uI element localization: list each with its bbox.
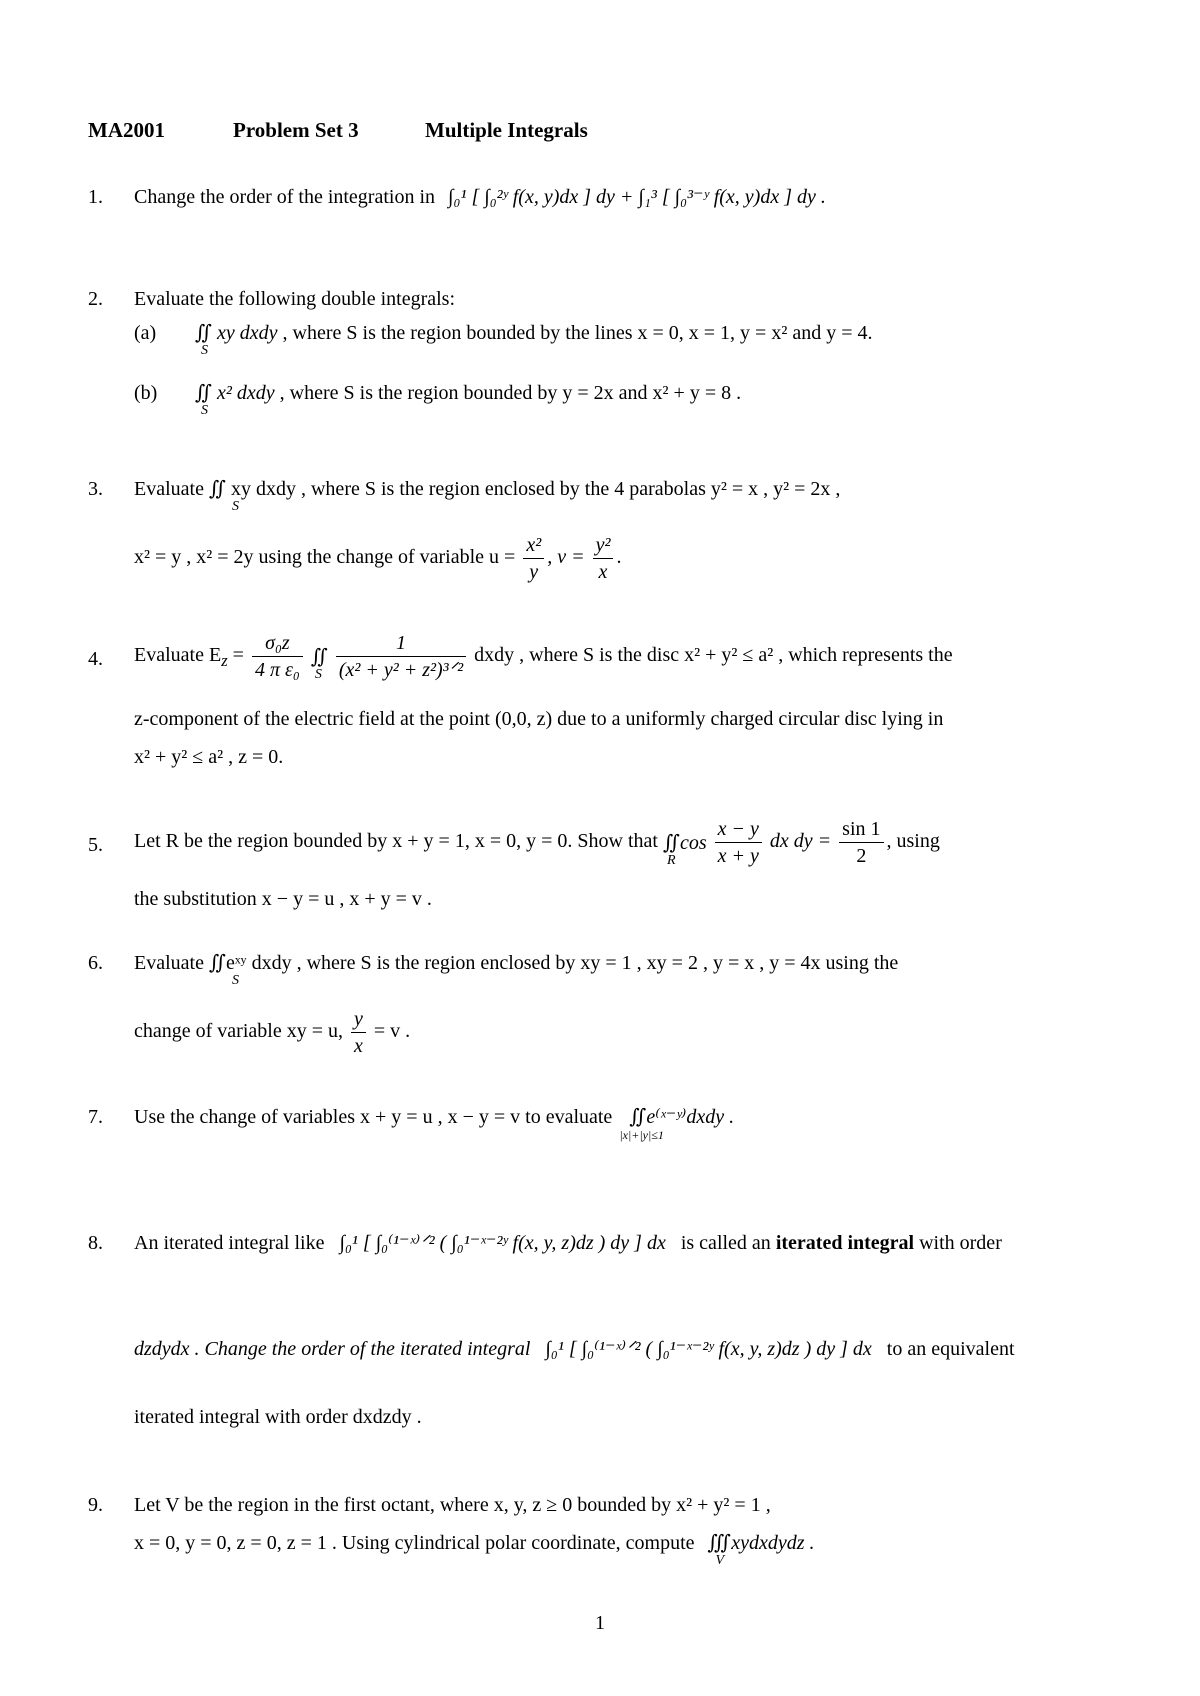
problem-text: to an equivalent bbox=[886, 1338, 1015, 1360]
problem-1 bbox=[88, 176, 1128, 246]
fraction-result bbox=[839, 816, 883, 869]
fraction-argument bbox=[715, 816, 762, 869]
denominator: x + y bbox=[717, 845, 759, 867]
problem-number: 9. bbox=[88, 1494, 103, 1516]
denominator: x bbox=[353, 1035, 363, 1057]
problem-line-1 bbox=[134, 1230, 1002, 1256]
problem-expression: ∫₀¹ [ ∫₀²ʸ f(x, y)dx ] dy + ∫₁³ [ ∫₀³⁻ʸ f(x, y)dx ] dy . bbox=[448, 186, 826, 208]
problem-line-2 bbox=[134, 1336, 1015, 1362]
problem-number: 5. bbox=[88, 834, 103, 856]
problem-number: 7. bbox=[88, 1106, 103, 1128]
problem-2 bbox=[88, 286, 1128, 436]
problem-text: x = 0, y = 0, z = 0, z = 1 . Using cylindrical polar coordinate, compute bbox=[134, 1532, 695, 1554]
problem-text: with order bbox=[919, 1232, 1002, 1254]
problem-line-2: the substitution x − y = u , x + y = v . bbox=[134, 888, 432, 910]
end-text: . bbox=[616, 546, 622, 569]
equals-text: dx dy = bbox=[769, 830, 832, 853]
denominator: 4 π ε₀ bbox=[254, 659, 300, 681]
numerator: x² bbox=[523, 532, 544, 559]
iterated-integral-expression: ∫₀¹ [ ∫₀⁽¹⁻ˣ⁾ᐟ² ( ∫₀¹⁻ˣ⁻²ʸ f(x, y, z)dz ) dy ] dx bbox=[339, 1232, 666, 1254]
problem-line-1 bbox=[134, 630, 953, 683]
denominator: (x² + y² + z²)³ᐟ² bbox=[338, 659, 464, 681]
part-text: , where S is the region bounded by the lines x = 0, x = 1, y = x² and y = 4. bbox=[282, 322, 873, 344]
subscript: z bbox=[221, 651, 228, 671]
problem-text: Let R be the region bounded by x + y = 1, x = 0, y = 0. Show that bbox=[134, 830, 658, 853]
page-title bbox=[88, 118, 588, 143]
denominator: 2 bbox=[856, 845, 867, 867]
bold-term: iterated integral bbox=[775, 1232, 915, 1254]
region-label: S bbox=[201, 403, 208, 418]
problem-text: , using bbox=[886, 830, 940, 853]
problem-number: 2. bbox=[88, 288, 103, 310]
topic-label: Multiple Integrals bbox=[425, 118, 588, 142]
iterated-integral-expression: ∫₀¹ [ ∫₀⁽¹⁻ˣ⁾ᐟ² ( ∫₀¹⁻ˣ⁻²ʸ f(x, y, z)dz ) dy ] dx bbox=[545, 1338, 872, 1360]
problem-line-1 bbox=[134, 816, 940, 869]
problem-text: Evaluate E bbox=[134, 644, 222, 667]
part-integral: ∬ xy dxdy bbox=[195, 322, 278, 344]
fraction-integrand bbox=[336, 630, 466, 683]
problem-number: 3. bbox=[88, 478, 103, 500]
problem-text: Use the change of variables x + y = u , x − y = v to evaluate bbox=[134, 1106, 613, 1128]
part-label: (a) bbox=[134, 322, 157, 344]
region-label: S bbox=[201, 343, 208, 358]
integral-sign: ∬cos bbox=[662, 831, 707, 854]
problem-text: An iterated integral like bbox=[134, 1232, 325, 1254]
course-code: MA2001 bbox=[88, 118, 165, 142]
numerator: sin 1 bbox=[839, 816, 883, 843]
problem-set-label: Problem Set 3 bbox=[233, 118, 359, 142]
problem-line-3: iterated integral with order dxdzdy . bbox=[134, 1406, 422, 1428]
problem-text: = v . bbox=[373, 1020, 411, 1043]
problem-line-3: x² + y² ≤ a² , z = 0. bbox=[134, 746, 284, 768]
part-text: , where S is the region bounded by y = 2x and x² + y = 8 . bbox=[279, 382, 742, 404]
page-number: 1 bbox=[595, 1612, 605, 1634]
problem-text: dzdydx . Change the order of the iterated integral bbox=[134, 1338, 531, 1360]
fraction-v bbox=[351, 1006, 366, 1059]
integral-sign: ∬ bbox=[310, 645, 328, 668]
problem-text: x² = y , x² = 2y using the change of variable u = bbox=[134, 546, 516, 569]
problem-line-2 bbox=[134, 1530, 815, 1568]
fraction-v bbox=[593, 532, 614, 585]
part-label: (b) bbox=[134, 382, 158, 404]
equals-text: , v = bbox=[547, 546, 585, 569]
fraction-u bbox=[523, 532, 544, 585]
numerator: y² bbox=[593, 532, 614, 559]
problem-line-1: Let V be the region in the first octant, where x, y, z ≥ 0 bounded by x² + y² = 1 , bbox=[134, 1494, 771, 1516]
equals-text: = bbox=[232, 644, 244, 667]
problem-7 bbox=[88, 1104, 1128, 1164]
region-label: S bbox=[232, 973, 239, 988]
region-label: S bbox=[232, 499, 239, 514]
problem-text: Evaluate ∬eˣʸ dxdy , where S is the region enclosed by xy = 1 , xy = 2 , y = x , y = 4x using the bbox=[134, 952, 899, 974]
problem-line-2 bbox=[134, 532, 621, 585]
problem-text: is called an bbox=[680, 1232, 771, 1254]
numerator: x − y bbox=[715, 816, 762, 843]
numerator: 1 bbox=[336, 630, 466, 657]
denominator: x bbox=[598, 561, 608, 583]
problem-text: Evaluate ∬ xy dxdy , where S is the region enclosed by the 4 parabolas y² = x , y² = 2x , bbox=[134, 478, 841, 500]
region-label: R bbox=[666, 852, 676, 868]
problem-9 bbox=[88, 1492, 1128, 1572]
problem-4 bbox=[88, 630, 1128, 780]
part-b bbox=[134, 380, 742, 418]
problem-number: 6. bbox=[88, 952, 103, 974]
part-a bbox=[134, 320, 873, 358]
problem-text: dxdy , where S is the disc x² + y² ≤ a² , which represents the bbox=[474, 644, 953, 667]
region-label: S bbox=[314, 666, 322, 682]
numerator: σ₀z bbox=[252, 630, 303, 657]
problem-number: 8. bbox=[88, 1232, 103, 1254]
fraction-coefficient bbox=[252, 630, 303, 683]
problem-number: 1. bbox=[88, 186, 103, 208]
problem-line-2: z-component of the electric field at the point (0,0, z) due to a uniformly charged circular disc lying in bbox=[134, 708, 944, 730]
region-label: |x|+|y|≤1 bbox=[619, 1128, 664, 1142]
part-integral: ∬ x² dxdy bbox=[195, 382, 275, 404]
problem-6 bbox=[88, 950, 1128, 1060]
integral-expression: ∬e⁽ˣ⁻ʸ⁾dxdy . bbox=[629, 1106, 735, 1128]
problem-line-2 bbox=[134, 1006, 410, 1059]
problem-5 bbox=[88, 816, 1128, 916]
region-label: V bbox=[715, 1553, 725, 1568]
numerator: y bbox=[351, 1006, 366, 1033]
problem-text: change of variable xy = u, bbox=[134, 1020, 343, 1043]
problem-text: Evaluate the following double integrals: bbox=[134, 288, 456, 310]
problem-text: Change the order of the integration in bbox=[134, 186, 436, 208]
problem-3 bbox=[88, 476, 1128, 586]
problem-number: 4. bbox=[88, 648, 103, 670]
denominator: y bbox=[529, 561, 539, 583]
problem-8 bbox=[88, 1220, 1128, 1460]
integral-expression: ∭xydxdydz . bbox=[707, 1532, 815, 1554]
